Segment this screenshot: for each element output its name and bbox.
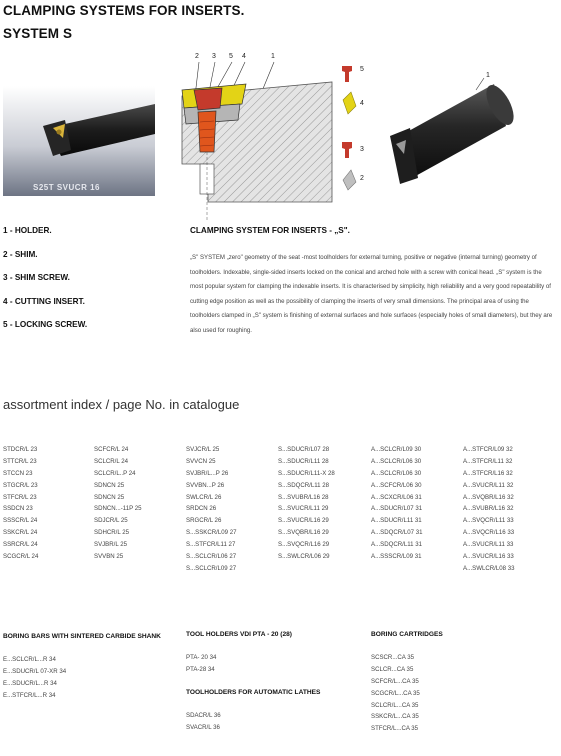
index-entry[interactable]: STDCR/L 23 bbox=[3, 446, 38, 453]
index-entry[interactable]: S...SVUCR/L11 29 bbox=[278, 505, 329, 513]
index-entry[interactable]: PTA- 20 34 bbox=[186, 654, 217, 661]
index-entry[interactable]: A...SCXCR/L06 31 bbox=[371, 493, 422, 501]
boring-cartridges-title: BORING CARTRIDGES bbox=[371, 631, 443, 638]
index-entry[interactable]: A...STFCR/L16 32 bbox=[463, 469, 513, 477]
index-entry[interactable]: A...SVUCR/L11 32 bbox=[463, 481, 514, 489]
callout-holder: 1 bbox=[271, 53, 275, 60]
callout-locking-screw: 5 bbox=[229, 53, 233, 60]
index-entry[interactable]: SDJCR/L 25 bbox=[94, 517, 128, 525]
index-entry[interactable]: A...SVQBR/L16 32 bbox=[463, 493, 514, 501]
index-entry[interactable]: SDNCN...-11P 25 bbox=[94, 505, 142, 513]
index-entry[interactable]: S...SDUCR/L07 28 bbox=[278, 446, 330, 453]
index-entry[interactable]: S...SVUBR/L16 28 bbox=[278, 493, 329, 501]
index-entry[interactable]: A...STFCR/L09 32 bbox=[463, 446, 513, 453]
callout-holder-render: 1 bbox=[486, 72, 490, 79]
callout-shim: 2 bbox=[195, 53, 199, 60]
index-entry[interactable]: S...SVQBR/L16 29 bbox=[278, 529, 329, 537]
index-entry[interactable]: SVVBN...P 26 bbox=[186, 481, 225, 489]
index-entry[interactable]: SVVBN 25 bbox=[94, 553, 124, 561]
vdi-section bbox=[186, 631, 366, 676]
index-entry[interactable]: SCFCR/L...CA 35 bbox=[371, 677, 419, 685]
page-subtitle: SYSTEM S bbox=[3, 26, 73, 41]
index-entry[interactable]: SVVCN 25 bbox=[186, 457, 216, 465]
index-entry[interactable]: E...SCLCR/L...R 34 bbox=[3, 656, 56, 663]
index-entry[interactable]: E...SDUCR/L 07-XR 34 bbox=[3, 667, 67, 675]
callout-part-3: 3 bbox=[360, 146, 364, 153]
index-column-5 bbox=[371, 444, 422, 563]
part-holder: 1 - HOLDER. bbox=[3, 226, 52, 235]
boring-bars-section bbox=[3, 630, 178, 702]
index-entry[interactable]: SWLCR/L 26 bbox=[186, 493, 222, 501]
part-shim-screw: 3 - SHIM SCREW. bbox=[3, 273, 70, 283]
index-entry[interactable]: E...SDUCR/L...R 34 bbox=[3, 679, 57, 687]
automatic-lathes-section bbox=[186, 689, 366, 734]
index-entry[interactable]: SVJBR/L 25 bbox=[94, 541, 127, 549]
index-column-3 bbox=[186, 444, 236, 575]
index-entry[interactable]: SDHCR/L 25 bbox=[94, 529, 129, 537]
clamping-section-drawing bbox=[170, 52, 338, 222]
index-entry[interactable]: STFCR/L...CA 35 bbox=[371, 725, 419, 733]
index-entry[interactable]: PTA-28 34 bbox=[186, 665, 215, 673]
index-entry[interactable]: SSDCN 23 bbox=[3, 505, 33, 513]
index-entry[interactable]: STCCN 23 bbox=[3, 469, 33, 477]
index-entry[interactable]: A...SDQCR/L11 31 bbox=[371, 541, 423, 549]
index-entry[interactable]: S...SCLCR/L06 27 bbox=[186, 553, 237, 561]
index-entry[interactable]: SCFCR/L 24 bbox=[94, 446, 129, 453]
page-title: CLAMPING SYSTEMS FOR INSERTS. bbox=[3, 3, 245, 18]
index-entry[interactable]: A...SVUBR/L16 32 bbox=[463, 505, 514, 513]
index-entry[interactable]: SCLCR...CA 35 bbox=[371, 665, 414, 673]
index-entry[interactable]: SCGCR/L...CA 35 bbox=[371, 689, 420, 697]
index-entry[interactable]: SVJCR/L 25 bbox=[186, 446, 220, 453]
callout-part-4: 4 bbox=[360, 100, 364, 107]
part-locking-screw: 5 - LOCKING SCREW. bbox=[3, 320, 88, 330]
index-column-1 bbox=[3, 444, 38, 563]
index-entry[interactable]: A...SWLCR/L08 33 bbox=[463, 564, 515, 572]
index-column-6 bbox=[463, 444, 514, 575]
index-entry[interactable]: STGCR/L 23 bbox=[3, 481, 38, 489]
index-entry[interactable]: SSKCR/L...CA 35 bbox=[371, 713, 419, 721]
callout-shim-screw: 3 bbox=[212, 53, 216, 60]
boring-cartridges-section bbox=[371, 631, 551, 735]
index-entry[interactable]: S...SDUCR/L11-X 28 bbox=[278, 469, 335, 477]
tool-marking: S25T SVUCR 16 bbox=[33, 183, 100, 192]
tool-photo bbox=[3, 86, 155, 196]
index-entry[interactable]: SCLCR/L 24 bbox=[94, 457, 128, 465]
index-entry[interactable]: A...STFCR/L11 32 bbox=[463, 457, 513, 465]
index-entry[interactable]: A...SCLCR/L06 30 bbox=[371, 457, 422, 465]
index-entry[interactable]: SVJBR/L...P 26 bbox=[186, 469, 229, 477]
assortment-title: assortment index / page No. in catalogue bbox=[3, 397, 240, 412]
index-entry[interactable]: SDNCN 25 bbox=[94, 481, 125, 489]
index-entry[interactable]: SSSCR/L 24 bbox=[3, 517, 38, 525]
index-entry[interactable]: A...SDUCR/L11 31 bbox=[371, 517, 422, 525]
index-entry[interactable]: SSKCR/L 24 bbox=[3, 529, 38, 537]
index-column-4 bbox=[278, 444, 335, 563]
callout-part-5: 5 bbox=[360, 66, 364, 73]
index-entry[interactable]: SVACR/L 36 bbox=[186, 723, 220, 731]
index-entry[interactable]: SCSCR...CA 35 bbox=[371, 654, 415, 661]
parts-exploded-view bbox=[338, 62, 378, 192]
index-entry[interactable]: SCLCR/L..P 24 bbox=[94, 469, 136, 477]
callout-insert: 4 bbox=[242, 53, 246, 60]
index-entry[interactable]: SDACR/L 36 bbox=[186, 712, 221, 719]
index-entry[interactable]: A...SCFCR/L06 30 bbox=[371, 481, 422, 489]
index-entry[interactable]: A...SCLCR/L06 30 bbox=[371, 469, 422, 477]
index-entry[interactable]: S...SCLCR/L09 27 bbox=[186, 564, 237, 572]
index-entry[interactable]: S...SDUCR/L11 28 bbox=[278, 457, 329, 465]
callout-part-2: 2 bbox=[360, 175, 364, 182]
boring-bars-title: BORING BARS WITH SINTERED CARBIDE SHANK bbox=[3, 633, 161, 640]
index-entry[interactable]: A...SDUCR/L07 31 bbox=[371, 505, 423, 513]
index-entry[interactable]: A...SSSCR/L09 31 bbox=[371, 553, 422, 561]
index-entry[interactable]: A...SCLCR/L09 30 bbox=[371, 446, 422, 453]
index-entry[interactable]: STFCR/L 23 bbox=[3, 493, 37, 501]
index-entry[interactable]: A...SVUCR/L16 33 bbox=[463, 553, 514, 561]
index-entry[interactable]: S...SSKCR/L09 27 bbox=[186, 529, 237, 537]
index-entry[interactable]: S...SDQCR/L11 28 bbox=[278, 481, 330, 489]
index-entry[interactable]: SDNCN 25 bbox=[94, 493, 125, 501]
part-cutting-insert: 4 - CUTTING INSERT. bbox=[3, 296, 85, 306]
index-entry[interactable]: A...SVUCR/L11 33 bbox=[463, 541, 514, 549]
index-entry[interactable]: A...SVQCR/L16 33 bbox=[463, 529, 515, 537]
index-entry[interactable]: S...SWLCR/L06 29 bbox=[278, 553, 330, 561]
index-entry[interactable]: S...SVQCR/L16 29 bbox=[278, 541, 330, 549]
index-column-2 bbox=[94, 444, 142, 563]
index-entry[interactable]: SRGCR/L 26 bbox=[186, 517, 222, 525]
index-entry[interactable]: SCGCR/L 24 bbox=[3, 553, 39, 561]
index-entry[interactable]: S...SVUCR/L16 29 bbox=[278, 517, 329, 525]
index-entry[interactable]: SCLCR/L...CA 35 bbox=[371, 701, 419, 709]
clamping-description: „S" SYSTEM „zero" geometry of the seat -most toolholders for external turning, positive or negative (internal turning) geometry of toolholders. Indexable, single-sided inserts locked on the conical and arched hole with a screw with conical head. „S" system is the most popular system for clamping the indexable inserts. It is characterised by simplicity, high reliability and a very good repeatability of cutting edge position as well as the possibility of clamping the inserts of very small dimensions. The principal area of using the toolholders clamped in „S" system is finishing of external surfaces and hole surfaces (especially holes of small diameters), but they are also used for roughing. bbox=[190, 254, 553, 334]
part-shim: 2 - SHIM. bbox=[3, 249, 38, 259]
automatic-lathes-title: TOOLHOLDERS FOR AUTOMATIC LATHES bbox=[186, 689, 321, 696]
index-entry[interactable]: SSRCR/L 24 bbox=[3, 541, 38, 549]
clamping-title: CLAMPING SYSTEM FOR INSERTS - „S". bbox=[190, 226, 350, 235]
parts-list bbox=[3, 226, 173, 344]
index-entry[interactable]: A...SDQCR/L07 31 bbox=[371, 529, 423, 537]
index-entry[interactable]: STTCR/L 23 bbox=[3, 457, 37, 465]
holder-render bbox=[376, 66, 554, 200]
index-entry[interactable]: S...STFCR/L11 27 bbox=[186, 541, 236, 549]
index-entry[interactable]: E...STFCR/L...R 34 bbox=[3, 691, 56, 699]
vdi-title: TOOL HOLDERS VDI PTA - 20 (28) bbox=[186, 631, 293, 638]
index-entry[interactable]: SRDCN 26 bbox=[186, 505, 217, 513]
index-entry[interactable]: A...SVQCR/L11 33 bbox=[463, 517, 514, 525]
